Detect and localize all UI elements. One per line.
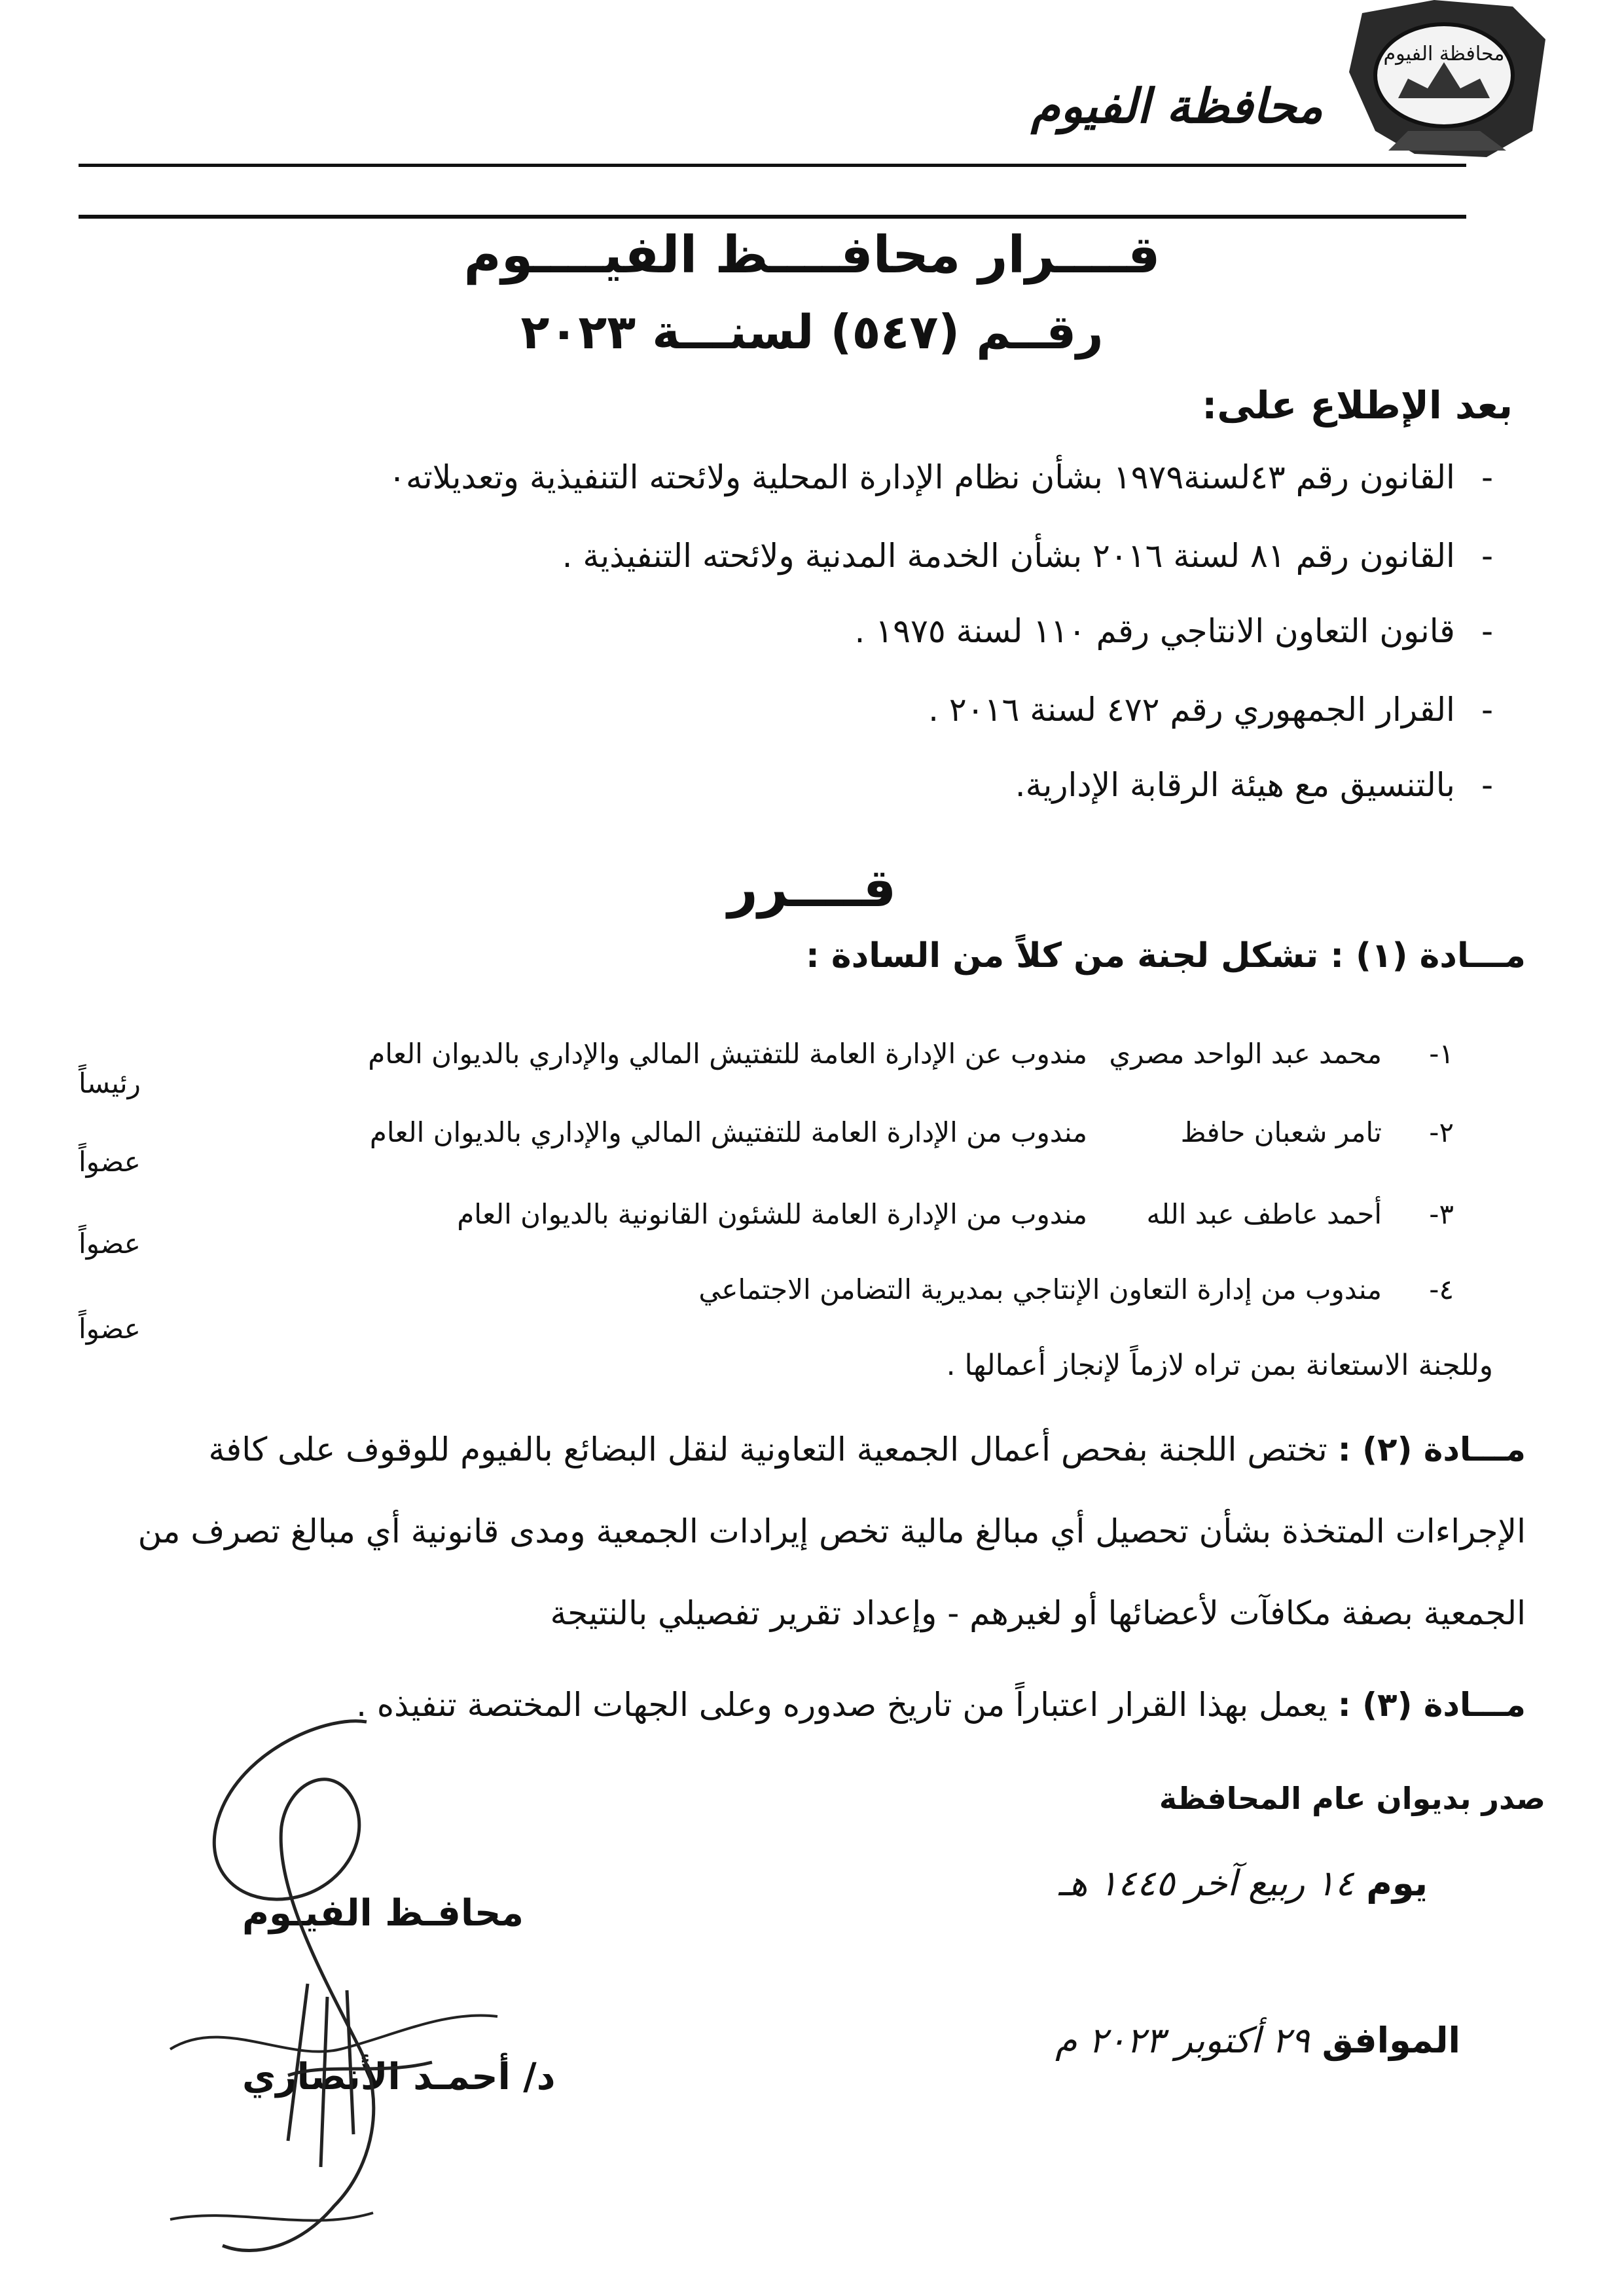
member-role: عضواً xyxy=(79,1313,141,1345)
header-divider xyxy=(79,164,1466,167)
hijri-date: يوم ١٤ ربيع آخر ١٤٤٥ هـ xyxy=(1058,1863,1428,1904)
preamble-item-4: -القرار الجمهوري رقم ٤٧٢ لسنة ٢٠١٦ . xyxy=(928,691,1493,729)
header-divider-2 xyxy=(79,215,1466,219)
member-name: تامر شعبان حافظ xyxy=(1180,1116,1382,1148)
article-1-closing: وللجنة الاستعانة بمن تراه لازماً لإنجاز أعمالها . xyxy=(946,1349,1493,1382)
preamble-item-1: -القانون رقم ٤٣لسنة١٩٧٩ بشأن نظام الإدارة المحلية ولائحته التنفيذية وتعديلاته٠ xyxy=(388,458,1493,496)
article-3-line-1: مـــادة (٣) : يعمل بهذا القرار اعتباراً من تاريخ صدوره وعلى الجهات المختصة تنفيذه . xyxy=(356,1686,1526,1724)
member-role: عضواً xyxy=(79,1146,141,1178)
member-number: ٤- xyxy=(1429,1273,1454,1305)
signature-title: محافـظ الفيـوم xyxy=(242,1892,524,1935)
member-desc: مندوب من إدارة التعاون الإنتاجي بمديرية التضامن الاجتماعي xyxy=(698,1273,1382,1305)
member-desc: مندوب من الإدارة العامة للتفتيش المالي والإداري بالديوان العام xyxy=(369,1116,1087,1148)
fayoum-emblem-icon xyxy=(1336,0,1552,164)
article-1-heading: مـــادة (١) : تشكل لجنة من كلاً من السادة : xyxy=(806,936,1526,975)
article-2-line-2: الإجراءات المتخذة بشأن تحصيل أي مبالغ مالية تخص إيرادات الجمعية ومدى قانونية أي مبالغ تصرف من xyxy=(137,1512,1526,1550)
member-role: عضواً xyxy=(79,1228,141,1260)
committee-member-4 xyxy=(79,1273,1493,1345)
signature-name: د/ أحمـد الأنصاري xyxy=(242,2056,556,2098)
svg-text:محافظة الفيوم: محافظة الفيوم xyxy=(1383,43,1505,65)
committee-member-3 xyxy=(79,1198,1493,1260)
member-role: رئيساً xyxy=(79,1067,141,1099)
preamble-item-5: -بالتنسيق مع هيئة الرقابة الإدارية. xyxy=(1015,766,1493,804)
preamble-heading: بعد الإطلاع على: xyxy=(1202,383,1513,428)
header-governorate-name: محافظة الفيوم xyxy=(1031,79,1323,134)
preamble-item-2: -القانون رقم ٨١ لسنة ٢٠١٦ بشأن الخدمة المدنية ولائحته التنفيذية . xyxy=(562,537,1493,575)
decision-heading: قــــرر xyxy=(727,858,897,919)
committee-member-1 xyxy=(79,1038,1493,1099)
issued-at: صدر بديوان عام المحافظة xyxy=(1159,1781,1545,1816)
decree-number: رقــم (٥٤٧) لسنـــة ٢٠٢٣ xyxy=(520,304,1104,359)
article-2-line-3: الجمعية بصفة مكافآت لأعضائها أو لغيرهم - وإعداد تقرير تفصيلي بالنتيجة xyxy=(550,1594,1526,1632)
member-desc: مندوب من الإدارة العامة للشئون القانونية بالديوان العام xyxy=(457,1198,1087,1230)
member-number: ٢- xyxy=(1429,1116,1454,1148)
member-name: أحمد عاطف عبد الله xyxy=(1146,1198,1382,1230)
article-2-line-1: مـــادة (٢) : تختص اللجنة بفحص أعمال الجمعية التعاونية لنقل البضائع بالفيوم للوقوف على كافة xyxy=(208,1430,1526,1468)
committee-member-2 xyxy=(79,1116,1493,1178)
member-number: ٣- xyxy=(1429,1198,1454,1230)
decree-title: قــــرار محافــــظ الفيــــوم xyxy=(463,226,1161,285)
member-name: محمد عبد الواحد مصري xyxy=(1109,1038,1382,1070)
preamble-item-3: -قانون التعاون الانتاجي رقم ١١٠ لسنة ١٩٧٥ . xyxy=(854,612,1493,650)
handwritten-signature xyxy=(92,1709,563,2272)
gregorian-date: الموافق ٢٩ أكتوبر ٢٠٢٣ م xyxy=(1055,2020,1460,2061)
member-number: ١- xyxy=(1429,1038,1454,1070)
member-desc: مندوب عن الإدارة العامة للتفتيش المالي والإداري بالديوان العام xyxy=(368,1038,1087,1070)
